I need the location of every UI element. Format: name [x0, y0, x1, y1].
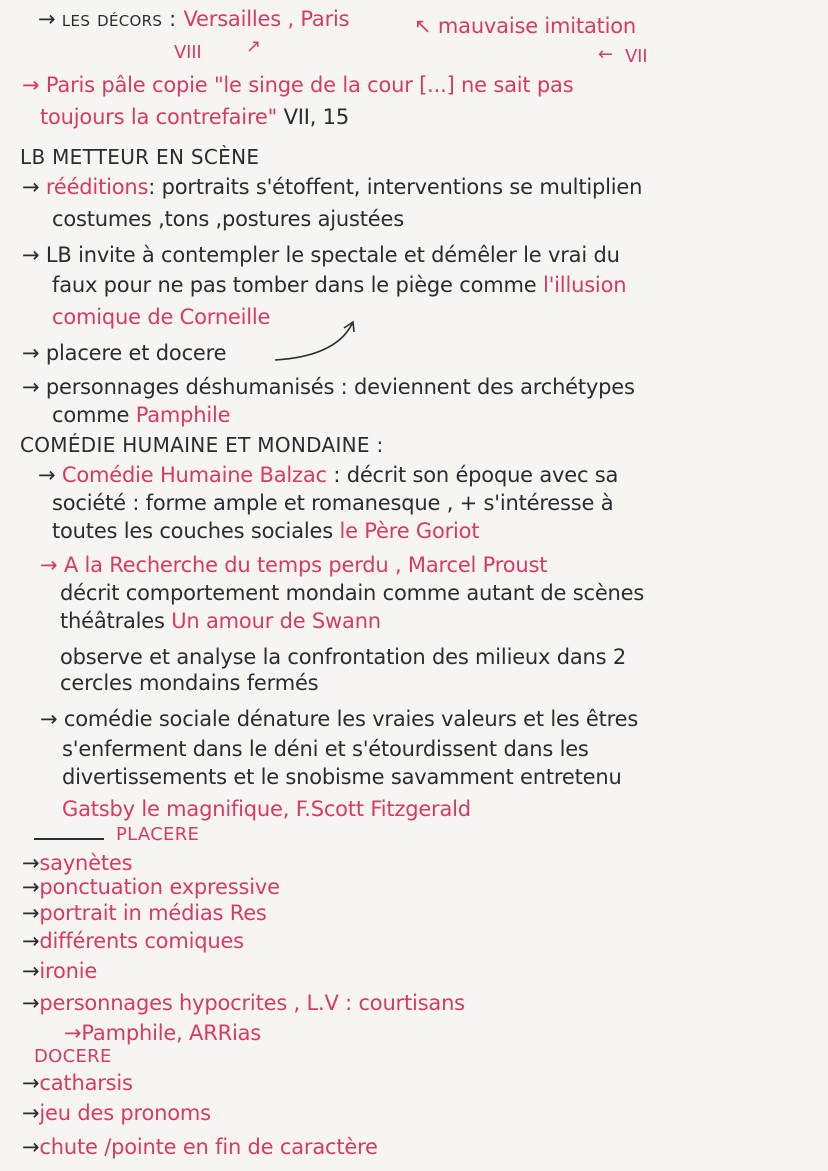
arrow-icon: → — [22, 991, 40, 1015]
list-item: chute /pointe en fin de caractère — [39, 1135, 378, 1159]
note-line: cercles mondains fermés — [60, 671, 319, 695]
arrow-icon: → — [40, 553, 58, 577]
list-item: ironie — [39, 959, 98, 983]
note-text: : décrit son époque avec sa — [333, 463, 619, 487]
arrow-icon: → — [22, 73, 40, 97]
note-line: costumes ,tons ,postures ajustées — [52, 207, 404, 231]
note-line — [22, 928, 244, 954]
arrow-icon: ↗ — [246, 36, 261, 57]
arrow-icon: → — [22, 1101, 40, 1125]
arrow-icon: → — [38, 463, 56, 487]
note-line — [414, 13, 636, 39]
note-line — [40, 552, 547, 578]
note-highlight: Versailles , Paris — [183, 7, 350, 31]
note-line — [40, 104, 349, 130]
note-line: comique de Corneille — [52, 305, 271, 329]
arrow-icon: → — [22, 1071, 40, 1095]
arrow-icon: → — [22, 875, 40, 899]
section-heading: PLACERE — [116, 824, 200, 845]
note-line — [22, 1134, 378, 1160]
note-line — [22, 174, 642, 200]
note-text: comédie sociale dénature les vraies valeurs et les êtres — [63, 707, 639, 731]
note-roman-numeral: VIII — [174, 42, 202, 63]
note-highlight: le Père Goriot — [339, 519, 480, 543]
note-text: personnages déshumanisés : deviennent des archétypes — [45, 375, 635, 399]
note-line — [22, 1070, 133, 1096]
note-line: décrit comportement mondain comme autant de scènes — [60, 581, 645, 605]
note-line — [22, 1100, 211, 1126]
note-line: Gatsby le magnifique, F.Scott Fitzgerald — [62, 797, 471, 821]
arrow-icon: → — [38, 7, 56, 31]
note-text: VII, 15 — [283, 105, 350, 129]
note-roman-numeral: VII — [625, 46, 648, 67]
arrow-icon: ↖ — [414, 14, 432, 38]
note-highlight: Paris pâle copie "le singe de la cour [...] ne sait pas — [45, 73, 574, 97]
note-line: observe et analyse la confrontation des milieux dans 2 — [60, 645, 627, 669]
note-text: comme — [52, 403, 130, 427]
note-text: les décors : — [61, 7, 184, 31]
divider — [34, 838, 104, 840]
note-line — [52, 402, 230, 428]
note-line — [22, 958, 97, 984]
arrow-icon: ← — [598, 44, 613, 65]
list-item: portrait in médias Res — [39, 901, 267, 925]
note-text: LB invite à contempler le spectale et démêler le vrai du — [45, 243, 620, 267]
note-line — [60, 608, 381, 634]
note-text: toutes les couches sociales — [52, 519, 333, 543]
note-line — [22, 242, 620, 268]
note-highlight: toujours la contrefaire" — [40, 105, 278, 129]
list-item: catharsis — [39, 1071, 133, 1095]
list-item: différents comiques — [39, 929, 244, 953]
note-line — [40, 706, 638, 732]
list-item: saynètes — [39, 851, 133, 875]
connector-arrow — [270, 312, 370, 372]
note-line — [22, 874, 280, 900]
arrow-icon: → — [22, 175, 40, 199]
note-line — [52, 518, 479, 544]
arrow-icon: → — [22, 1135, 40, 1159]
arrow-icon: → — [22, 341, 40, 365]
note-line — [22, 374, 635, 400]
note-line — [22, 72, 573, 98]
arrow-icon: → — [22, 929, 40, 953]
note-line — [22, 900, 267, 926]
note-text: faux pour ne pas tomber dans le piège comme — [52, 273, 537, 297]
note-text: : portraits s'étoffent, interventions se multiplien — [148, 175, 643, 199]
note-line — [22, 850, 132, 876]
note-line — [38, 462, 618, 488]
note-line — [52, 272, 626, 298]
arrow-icon: → — [64, 1021, 82, 1045]
note-highlight: Comédie Humaine Balzac — [61, 463, 327, 487]
arrow-icon: → — [22, 243, 40, 267]
note-line — [38, 6, 349, 32]
note-highlight: mauvaise imitation — [437, 14, 637, 38]
note-highlight: Pamphile — [135, 403, 231, 427]
note-line: s'enferment dans le déni et s'étourdissent dans les — [62, 737, 589, 761]
list-item: jeu des pronoms — [39, 1101, 211, 1125]
arrow-icon: → — [22, 959, 40, 983]
note-line: société : forme ample et romanesque , + s'intéresse à — [52, 491, 614, 515]
section-heading: DOCERE — [34, 1046, 112, 1067]
note-line — [22, 340, 226, 366]
note-text: placere et docere — [45, 341, 227, 365]
arrow-icon: → — [40, 707, 58, 731]
note-highlight: Un amour de Swann — [171, 609, 381, 633]
note-highlight: rééditions — [45, 175, 149, 199]
list-item: personnages hypocrites , L.V : courtisans — [39, 991, 465, 1015]
list-item: Pamphile, ARRias — [81, 1021, 262, 1045]
arrow-icon: → — [22, 851, 40, 875]
arrow-icon: → — [22, 375, 40, 399]
note-line — [22, 990, 465, 1016]
arrow-icon: → — [22, 901, 40, 925]
note-highlight: l'illusion — [542, 273, 627, 297]
list-item: ponctuation expressive — [39, 875, 280, 899]
section-heading: LB METTEUR EN SCÈNE — [20, 145, 260, 169]
note-line — [64, 1020, 261, 1046]
note-highlight: A la Recherche du temps perdu , Marcel Proust — [63, 553, 548, 577]
note-text: théâtrales — [60, 609, 165, 633]
note-line: divertissements et le snobisme savamment entretenu — [62, 765, 622, 789]
section-heading: COMÉDIE HUMAINE ET MONDAINE : — [20, 433, 384, 457]
